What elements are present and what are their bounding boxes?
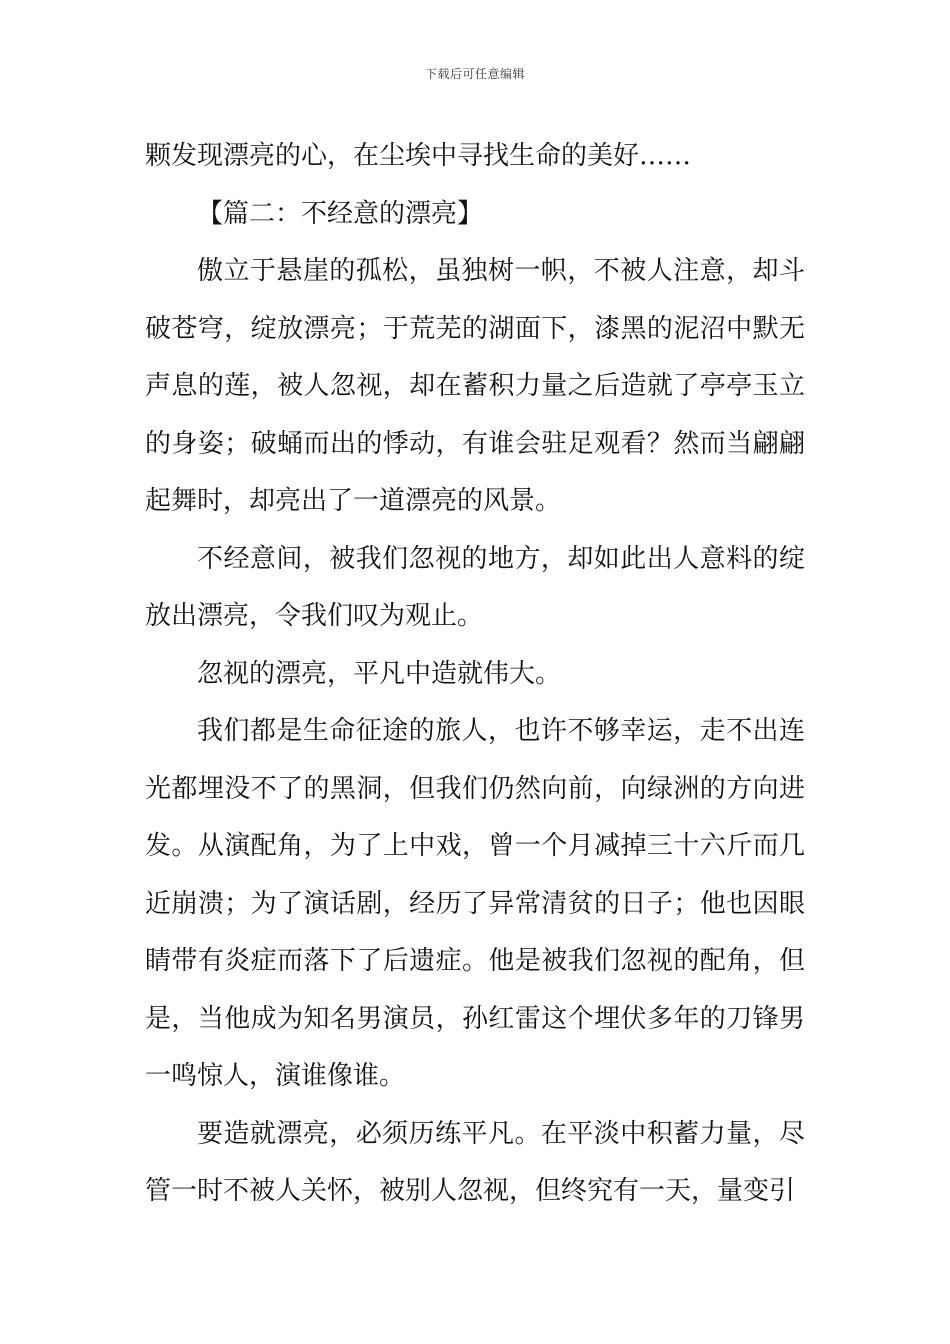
page-header: 下载后可任意编辑 — [424, 67, 525, 81]
paragraph: 傲立于悬崖的孤松，虽独树一帜，不被人注意，却斗破苍穹，绽放漂亮；于荒芜的湖面下，漆黑的泥沼中默无声息的莲，被人忽视，却在蓄积力量之后造就了亭亭玉立的身姿；破蛹而出的悸动，有谁会驻足观看？然而当翩翩起舞时，却亮出了一道漂亮的风景。 — [145, 256, 805, 516]
document-body — [145, 128, 805, 1221]
paragraph: 不经意间，被我们忽视的地方，却如此出人意料的绽放出漂亮，令我们叹为观止。 — [145, 543, 805, 631]
paragraph: 我们都是生命征途的旅人，也许不够幸运，走不出连光都埋没不了的黑洞，但我们仍然向前，向绿洲的方向进发。从演配角，为了上中戏，曾一个月减掉三十六斤而几近崩溃；为了演话剧，经历了异常清贫的日子；他也因眼睛带有炎症而落下了后遗症。他是被我们忽视的配角，但是，当他成为知名男演员，孙红雷这个埋伏多年的刀锋男一鸣惊人，演谁像谁。 — [145, 716, 805, 1091]
paragraph: 要造就漂亮，必须历练平凡。在平淡中积蓄力量，尽管一时不被人关怀，被别人忽视，但终究有一天，量变引 — [145, 1118, 805, 1206]
section-heading: 【篇二：不经意的漂亮】 — [197, 198, 484, 229]
paragraph: 忽视的漂亮，平凡中造就伟大。 — [197, 658, 562, 689]
paragraph-continuation: 颗发现漂亮的心，在尘埃中寻找生命的美好…… — [145, 141, 692, 171]
